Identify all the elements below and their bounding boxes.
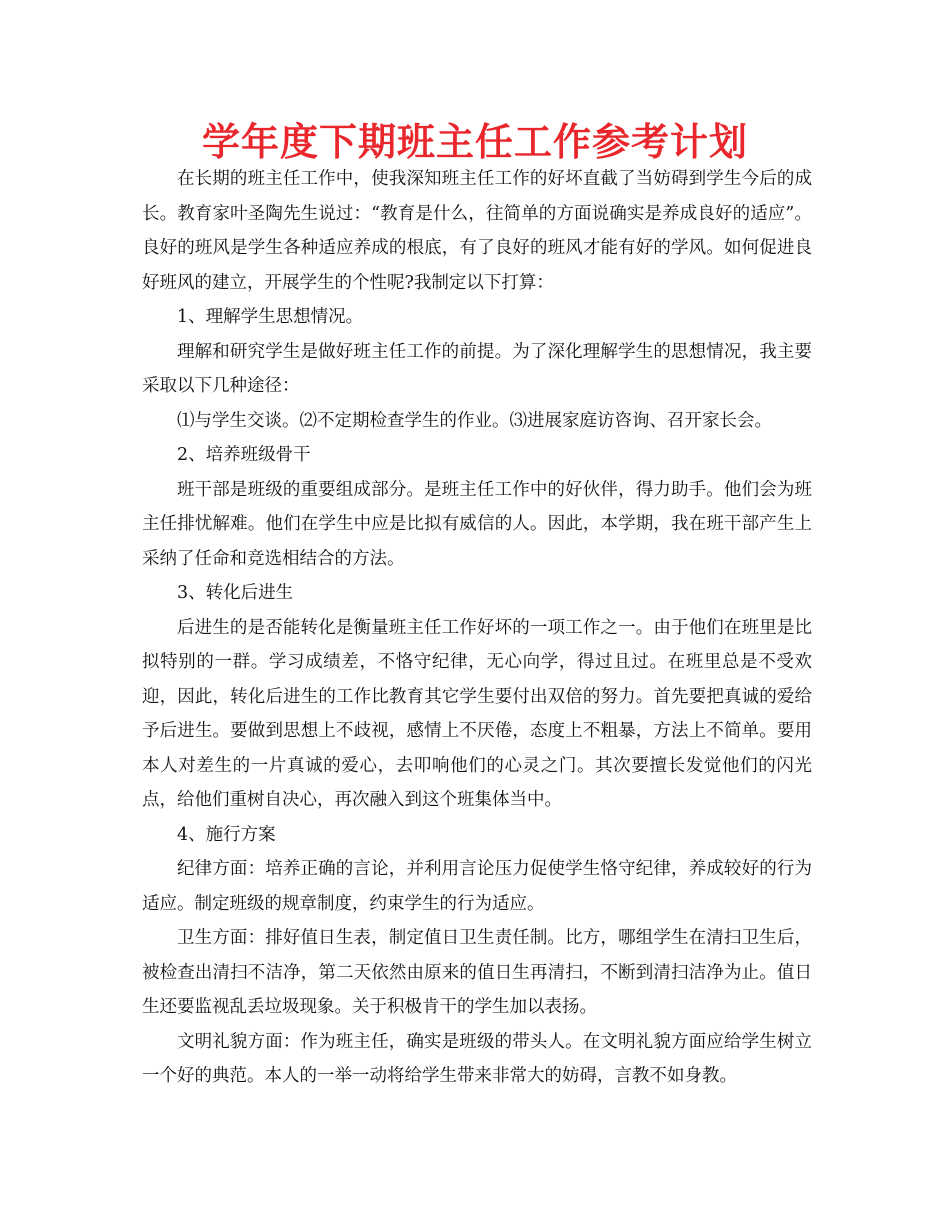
paragraph-understand-students: 理解和研究学生是做好班主任工作的前提。为了深化理解学生的思想情况，我主要采取以下几种途径：: [142, 341, 812, 396]
paragraph-struggling-students: 后进生的是否能转化是衡量班主任工作好坏的一项工作之一。由于他们在班里是比拟特别的一群。学习成绩差，不恪守纪律，无心向学，得过且过。在班里总是不受欢迎，因此，转化后进生的工作比教育其它学生要付出双倍的努力。首先要把真诚的爱给予后进生。要做到思想上不歧视，感情上不厌倦，态度上不粗暴，方法上不简单。要用本人对差生的一片真诚的爱心，去叩响他们的心灵之门。其次要擅长发觉他们的闪光点，给他们重树自决心，再次融入到这个班集体当中。: [142, 617, 812, 810]
document-title: 学年度下期班主任工作参考计划: [201, 120, 748, 164]
section-heading-2: 2、培养班级骨干: [177, 445, 311, 465]
paragraph-discipline: 纪律方面：培养正确的言论，并利用言论压力促使学生恪守纪律，养成较好的行为适应。制定班级的规章制度，约束学生的行为适应。: [142, 859, 812, 914]
paragraph-intro: 在长期的班主任工作中，使我深知班主任工作的好坏直截了当妨碍到学生今后的成长。教育家叶圣陶先生说过：“教育是什么，往简单的方面说确实是养成良好的适应”。良好的班风是学生各种适应养成的根底，有了良好的班风才能有好的学风。如何促进良好班风的建立，开展学生的个性呢?我制定以下打算：: [142, 169, 812, 293]
paragraph-class-cadres: 班干部是班级的重要组成部分。是班主任工作中的好伙伴，得力助手。他们会为班主任排忧解难。他们在学生中应是比拟有威信的人。因此，本学期，我在班干部产生上采纳了任命和竞选相结合的方法。: [142, 479, 812, 569]
section-heading-1: 1、理解学生思想情况。: [177, 307, 364, 327]
paragraph-methods-list: ⑴与学生交谈。⑵不定期检查学生的作业。⑶进展家庭访咨询、召开家长会。: [177, 410, 772, 431]
section-heading-3: 3、转化后进生: [177, 583, 294, 603]
section-heading-4: 4、施行方案: [177, 824, 276, 845]
paragraph-courtesy: 文明礼貌方面：作为班主任，确实是班级的带头人。在文明礼貌方面应给学生树立一个好的典范。本人的一举一动将给学生带来非常大的妨碍，言教不如身教。: [142, 1031, 812, 1086]
paragraph-hygiene: 卫生方面：排好值日生表，制定值日卫生责任制。比方，哪组学生在清扫卫生后，被检查出清扫不洁净，第二天依然由原来的值日生再清扫，不断到清扫洁净为止。值日生还要监视乱丢垃圾现象。关于积极肯干的学生加以表扬。: [142, 928, 812, 1017]
document-body: [142, 162, 812, 1094]
